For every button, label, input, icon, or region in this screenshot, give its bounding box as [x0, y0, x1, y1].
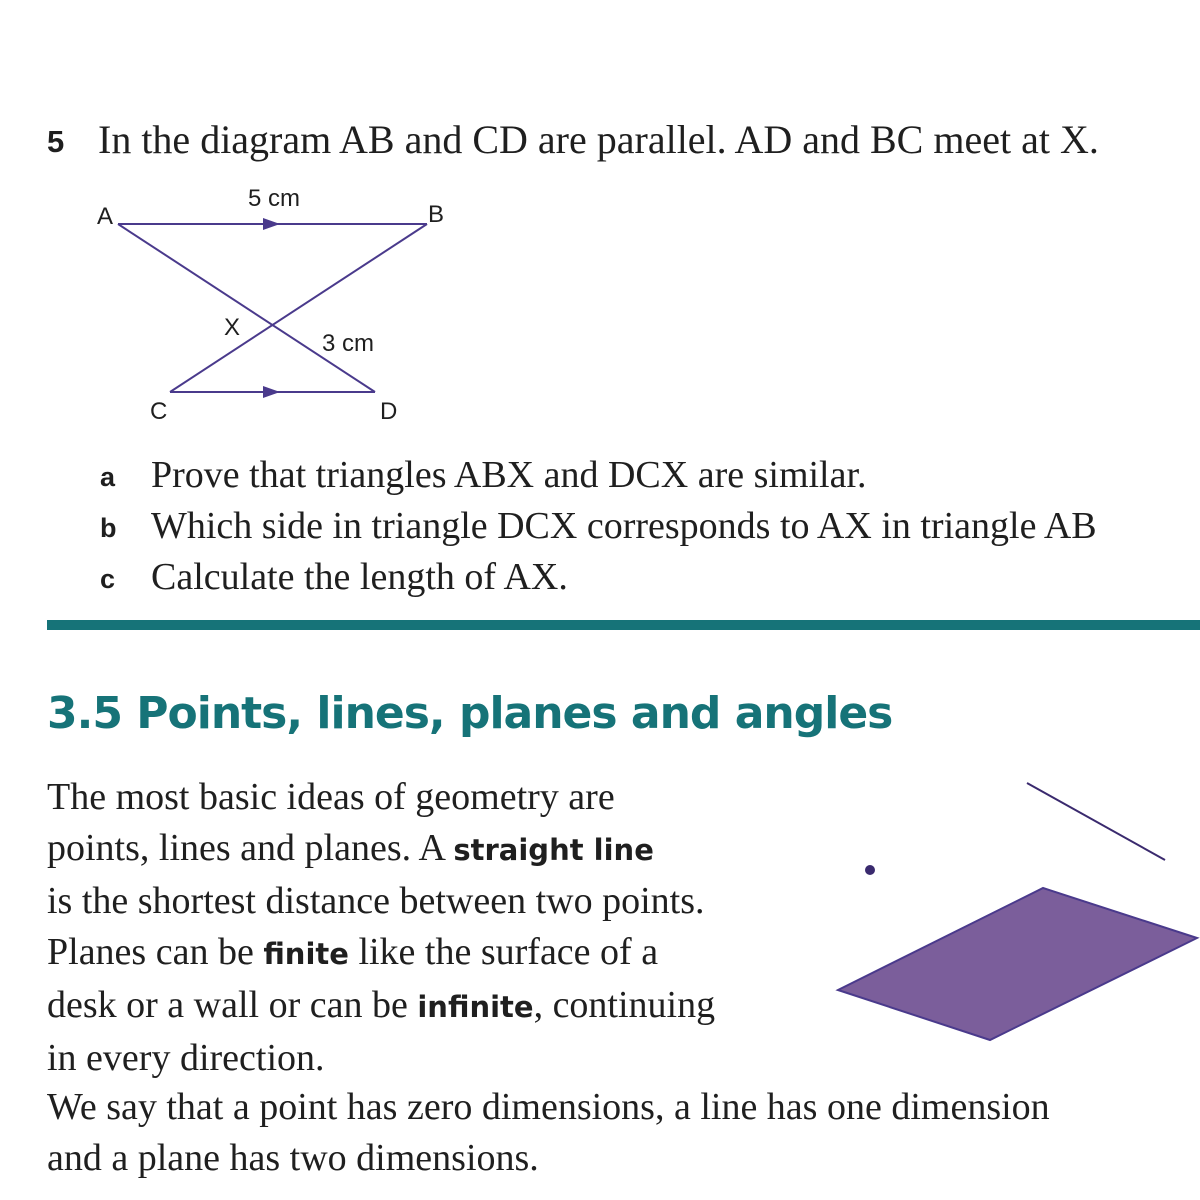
paragraph-line: and a plane has two dimensions.: [47, 1137, 539, 1179]
dimensions-paragraph: [47, 1082, 1050, 1184]
keyword-infinite: infinite: [417, 990, 534, 1024]
question-text: In the diagram AB and CD are parallel. AD and BC meet at X.: [98, 117, 1099, 162]
paragraph-line: Planes can be finite like the surface of a: [47, 931, 659, 973]
vertex-label-c: C: [150, 398, 168, 425]
length-label-xd: 3 cm: [322, 330, 375, 357]
length-label-ab: 5 cm: [248, 185, 301, 212]
segment-ad: [118, 224, 375, 392]
part-text: Calculate the length of AX.: [151, 556, 568, 598]
paragraph-line: We say that a point has zero dimensions, a line has one dimension: [47, 1086, 1050, 1128]
segment-bc: [170, 224, 427, 392]
paragraph-line: points, lines and planes. A straight line: [47, 827, 654, 869]
paragraph-line: is the shortest distance between two points.: [47, 880, 705, 922]
paragraph-line: in every direction.: [47, 1037, 325, 1079]
plane-graphic: [838, 888, 1197, 1040]
part-label: c: [100, 564, 116, 594]
vertex-label-d: D: [380, 398, 398, 425]
section-divider: [47, 620, 1200, 630]
vertex-label-x: X: [224, 314, 241, 341]
parallel-arrow-ab: [263, 218, 280, 230]
part-label: a: [100, 462, 116, 492]
paragraph-line: desk or a wall or can be infinite, continuing: [47, 984, 716, 1026]
part-label: b: [100, 513, 117, 543]
keyword-finite: finite: [263, 937, 349, 971]
intro-paragraph: [47, 772, 715, 1084]
vertex-label-a: A: [97, 203, 114, 230]
line-segment-graphic: [1027, 783, 1165, 860]
point-dot-graphic: [865, 865, 875, 875]
keyword-straight-line: straight line: [453, 833, 654, 867]
question-number: 5: [47, 124, 65, 159]
section-heading: 3.5 Points, lines, planes and angles: [47, 688, 893, 739]
part-text: Which side in triangle DCX corresponds to AX in triangle AB: [151, 505, 1097, 547]
paragraph-line: The most basic ideas of geometry are: [47, 776, 615, 818]
vertex-label-b: B: [428, 201, 445, 228]
parallel-arrow-cd: [263, 386, 280, 398]
part-text: Prove that triangles ABX and DCX are similar.: [151, 454, 867, 496]
